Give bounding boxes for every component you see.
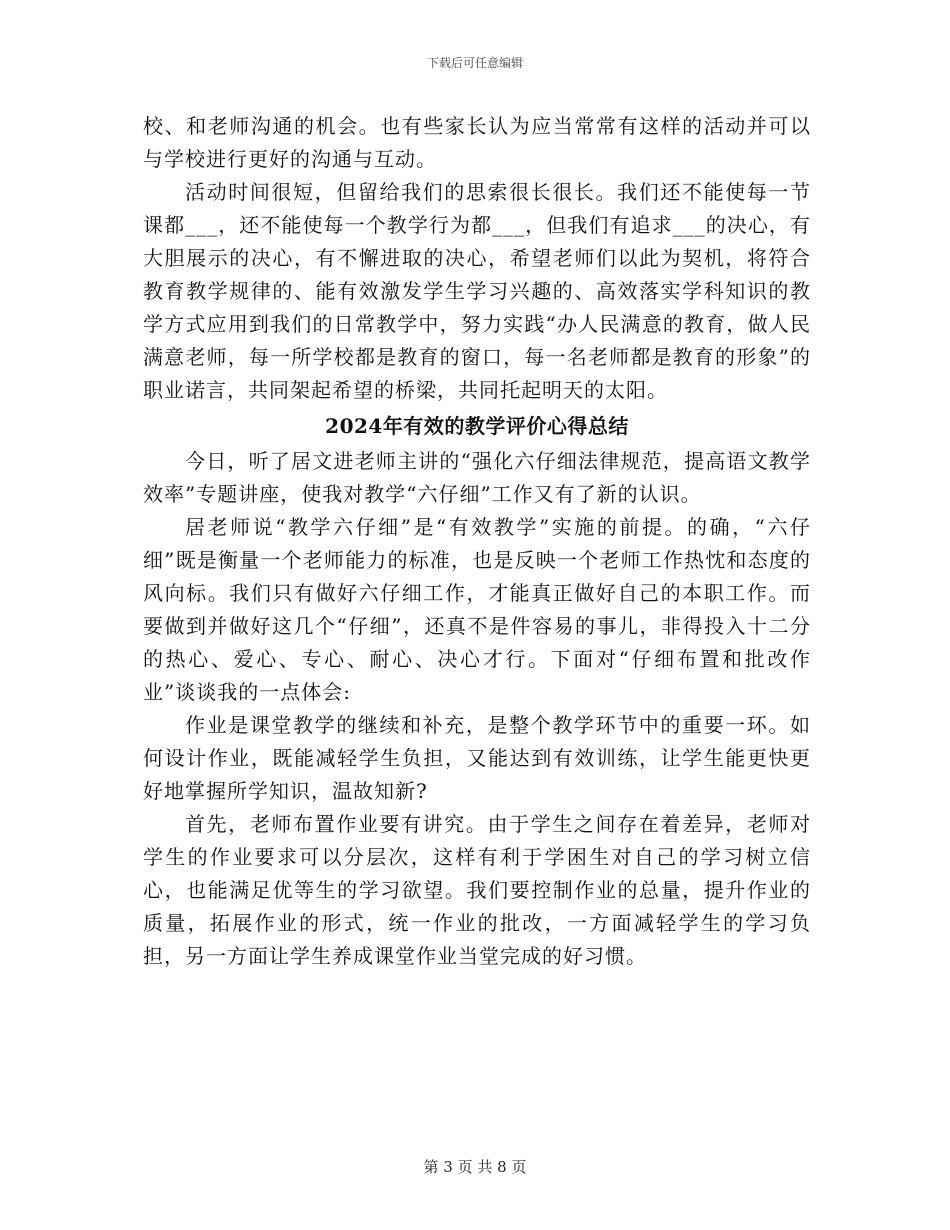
paragraph: 居老师说“教学六仔细”是“有效教学”实施的前提。的确，“六仔细”既是衡量一个老师能力的标准，也是反映一个老师工作热忱和态度的风向标。我们只有做好六仔细工作，才能真正做好自己的本职工作。而要做到并做好这几个“仔细”，还真不是件容易的事儿，非得投入十二分的热心、爱心、专心、耐心、决心才行。下面对“仔细布置和批改作业”谈谈我的一点体会: [143, 515, 811, 704]
page-number: 第 3 页 共 8 页 [423, 1158, 527, 1176]
paragraph: 今日，听了居文进老师主讲的“强化六仔细法律规范，提高语文教学效率”专题讲座，使我对教学“六仔细”工作又有了新的认识。 [143, 449, 811, 506]
paragraph-continuation: 校、和老师沟通的机会。也有些家长认为应当常常有这样的活动并可以与学校进行更好的沟通与互动。 [143, 114, 811, 171]
document-body [143, 110, 811, 973]
paragraph: 首先，老师布置作业要有讲究。由于学生之间存在着差异，老师对学生的作业要求可以分层次，这样有利于学困生对自己的学习树立信心，也能满足优等生的学习欲望。我们要控制作业的总量，提升作业的质量，拓展作业的形式，统一作业的批改，一方面减轻学生的学习负担，另一方面让学生养成课堂作业当堂完成的好习惯。 [143, 812, 811, 968]
paragraph: 作业是课堂教学的继续和补充，是整个教学环节中的重要一环。如何设计作业，既能减轻学生负担，又能达到有效训练，让学生能更快更好地掌握所学知识，温故知新? [143, 713, 811, 803]
section-title: 2024年有效的教学评价心得总结 [325, 414, 629, 438]
paragraph: 活动时间很短，但留给我们的思索很长很长。我们还不能使每一节课都___，还不能使每一个教学行为都___，但我们有追求___的决心，有大胆展示的决心，有不懈进取的决心，希望老师们以此为契机，将符合教育教学规律的、能有效激发学生学习兴趣的、高效落实学科知识的教学方式应用到我们的日常教学中，努力实践“办人民满意的教育，做人民满意老师，每一所学校都是教育的窗口，每一名老师都是教育的形象”的职业诺言，共同架起希望的桥梁，共同托起明天的太阳。 [143, 180, 811, 402]
page-header: 下载后可任意编辑 [426, 56, 523, 70]
